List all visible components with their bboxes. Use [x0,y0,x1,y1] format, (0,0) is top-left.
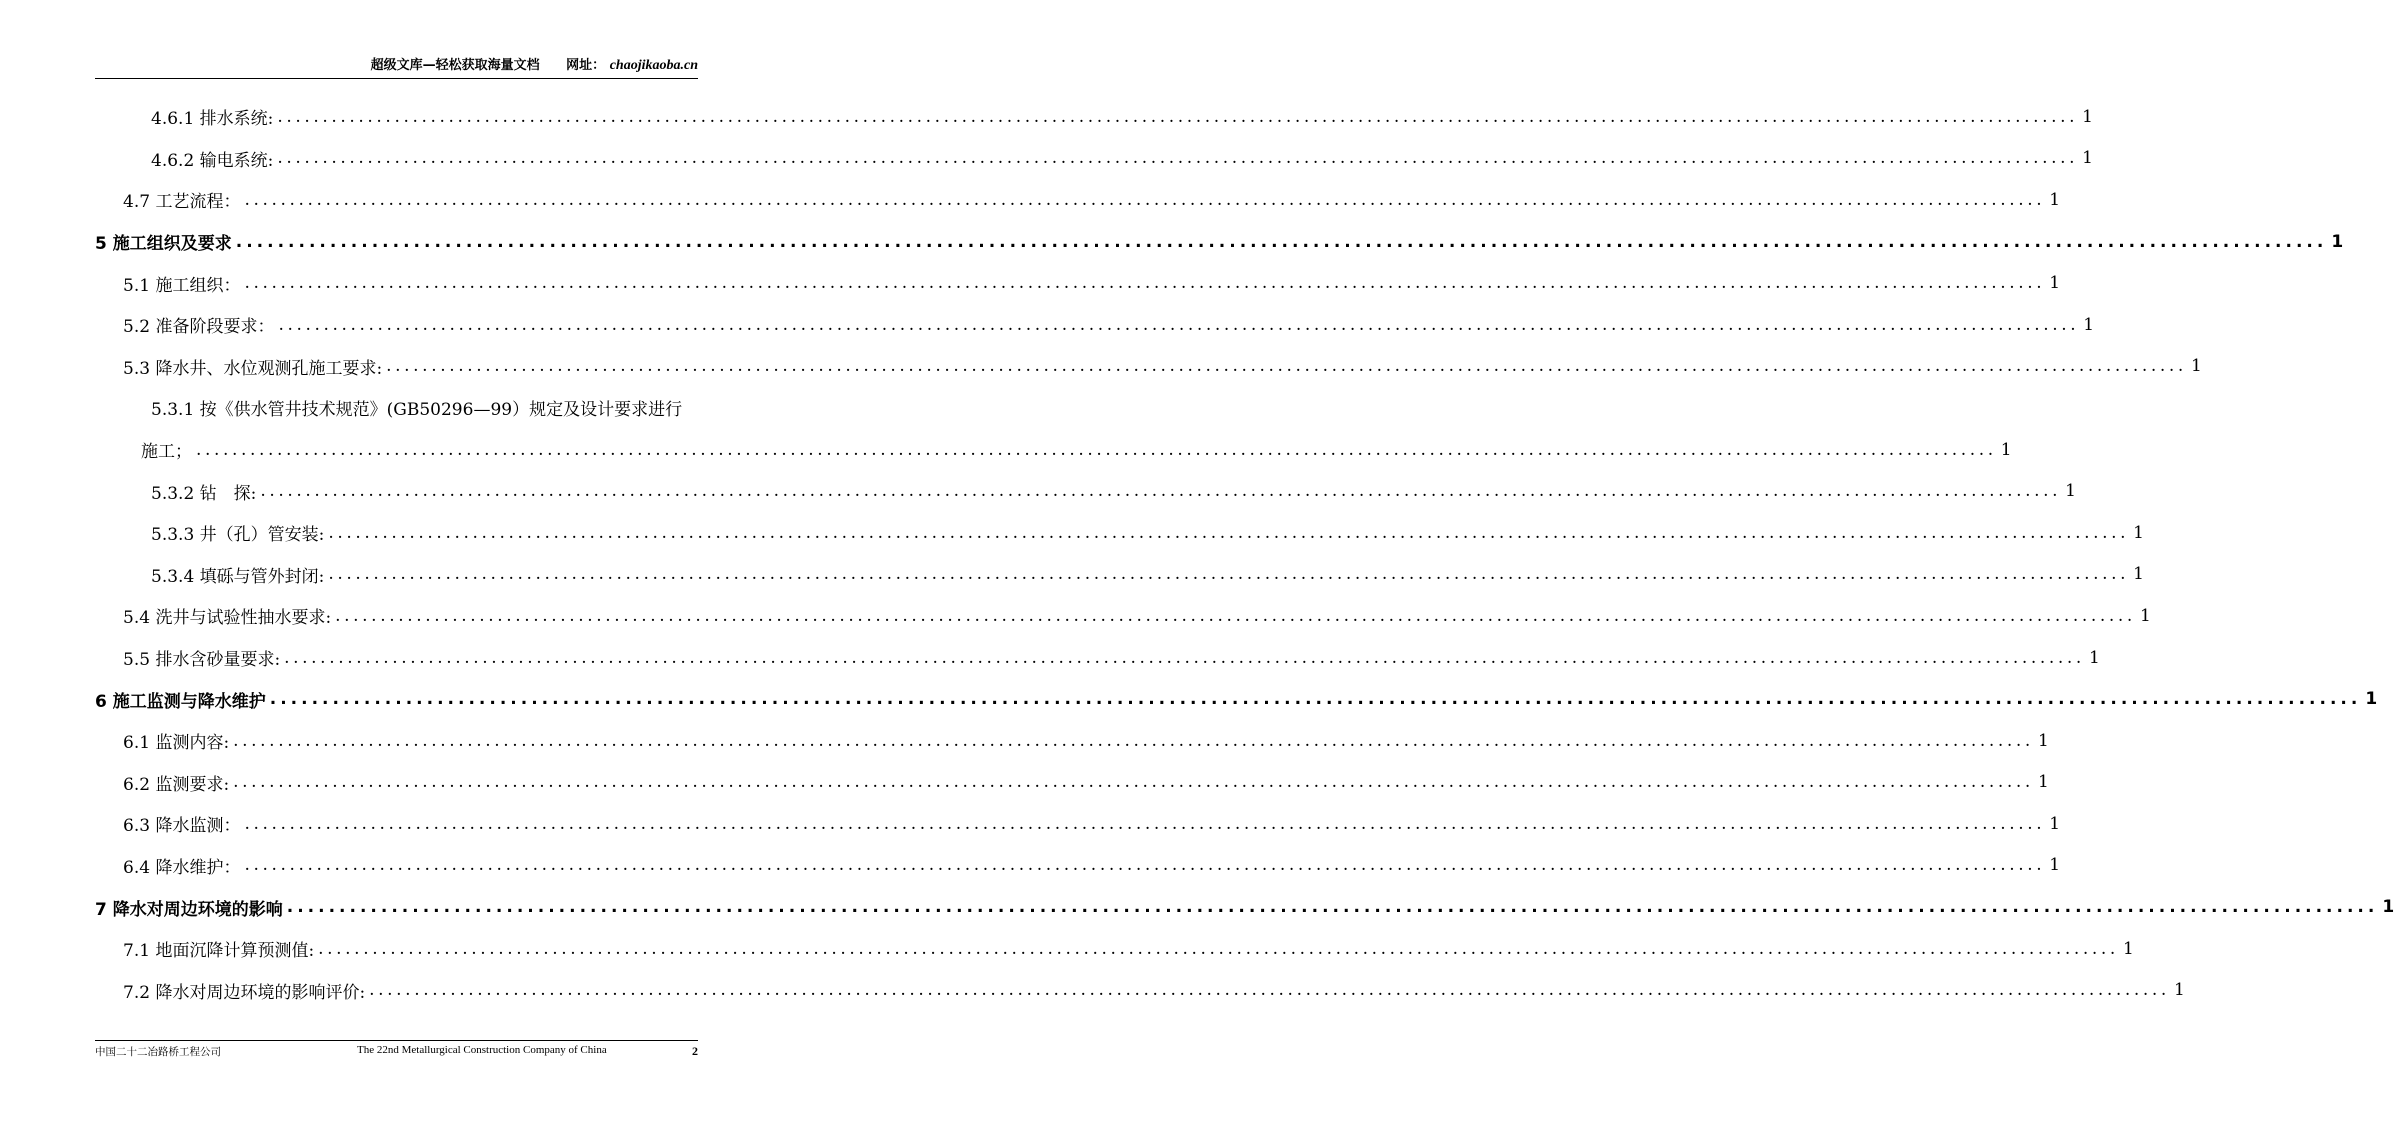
page-header [95,56,698,79]
toc-leader-dots: ........................................................................................................................................................................................................ [335,605,2136,626]
toc-entry-label: 5.1 施工组织： [123,275,241,296]
toc-leader-dots: ........................................................................................................................................................................................................ [260,481,2062,502]
toc-entry-label: 6.1 监测内容: [123,733,230,754]
toc-leader-dots: ........................................................................................................................................................................................................ [369,980,2170,1001]
toc-entry[interactable] [95,179,2061,221]
toc-entry-page: 1 [2139,605,2151,626]
toc-entry[interactable] [95,512,2144,554]
toc-entry-label: 4.7 工艺流程： [123,192,241,213]
toc-entry-label: 5.4 洗井与试验性抽水要求: [123,608,332,629]
toc-leader-dots: ........................................................................................................................................................................................................ [318,938,2119,959]
toc-leader-dots: ........................................................................................................................................................................................................ [244,189,2046,210]
toc-entry-label: 5.3.4 填砾与管外封闭: [151,566,325,587]
toc-entry-page: 1 [2082,106,2093,127]
toc-entry-label: 7.1 地面沉降计算预测值: [123,941,315,962]
toc-entry-page: 1 [2000,439,2012,460]
toc-entry[interactable] [95,845,2061,887]
toc-leader-dots: ........................................................................................................................................................................................................ [328,564,2130,585]
header-url[interactable]: chaojikaoba.cn [609,58,698,73]
toc-entry-label: 6.4 降水维护： [123,857,241,878]
toc-entry-label: 4.6.1 排水系统: [151,109,274,130]
header-site-name: 超级文库—轻松获取海量文档 [370,58,540,73]
footer-page-number: 2 [692,1044,698,1058]
toc-entry-label: 6 施工监测与降水维护 [95,691,266,712]
toc-entry-page: 1 [2133,522,2144,543]
toc-entry-label: 6.3 降水监测： [123,816,241,837]
toc-entry[interactable] [95,387,698,429]
toc-entry[interactable] [95,470,2076,512]
toc-entry[interactable] [95,678,2378,720]
toc-entry-page: 1 [2049,189,2061,210]
toc-entry[interactable] [95,803,2061,845]
toc-leader-dots: ........................................................................................................................................................................................................ [244,855,2046,876]
toc-leader-dots: ........................................................................................................................................................................................................ [277,106,2079,127]
toc-entry-label: 5 施工组织及要求 [95,234,232,255]
toc-entry[interactable] [95,928,2134,970]
toc-entry-label: 5.5 排水含砂量要求: [123,650,281,671]
toc-entry[interactable] [95,969,2185,1011]
toc-entry-label: 5.3 降水井、水位观测孔施工要求: [123,358,383,379]
toc-entry-page: 1 [2133,564,2144,585]
toc-entry-label: 5.3.1 按《供水管井技术规范》(GB50296—99）规定及设计要求进行 [151,400,683,421]
toc-entry-page: 1 [2049,813,2061,834]
toc-entry-label: 7 降水对周边环境的影响 [95,899,283,920]
toc-entry-page: 1 [2083,314,2095,335]
toc-entry-page: 1 [2088,647,2100,668]
toc-leader-dots: ........................................................................................................................................................................................................ [235,231,2328,252]
toc-entry-label: 5.3.2 钻 探: [151,483,257,504]
toc-entry-label: 7.2 降水对周边环境的影响评价: [123,982,366,1003]
toc-entry-page: 1 [2049,273,2061,294]
toc-entry[interactable] [95,138,2093,180]
toc-leader-dots: ........................................................................................................................................................................................................ [284,647,2085,668]
toc-entry-page: 1 [2122,938,2134,959]
toc-leader-dots: ........................................................................................................................................................................................................ [286,897,2379,918]
footer-company-cn: 中国二十二冶路桥工程公司 [95,1046,221,1058]
toc-entry-page: 1 [2049,855,2061,876]
toc-entry-page: 1 [2190,356,2202,377]
header-url-label: 网址： [566,58,606,73]
toc-entry-label: 施工； [141,442,192,463]
footer-company-en: The 22nd Metallurgical Construction Company of China [357,1044,607,1056]
toc-entry[interactable] [95,304,2095,346]
toc-entry-label: 4.6.2 输电系统: [151,150,274,171]
toc-entry[interactable] [95,429,2012,471]
toc-entry-label: 5.3.3 井（孔）管安装: [151,525,325,546]
toc-entry-page: 1 [2082,148,2093,169]
page-footer [95,1040,698,1059]
toc-leader-dots: ........................................................................................................................................................................................................ [244,273,2046,294]
toc-leader-dots: ........................................................................................................................................................................................................ [386,356,2187,377]
toc-entry-label: 6.2 监测要求: [123,774,230,795]
toc-leader-dots: ........................................................................................................................................................................................................ [233,730,2034,751]
toc-leader-dots: ........................................................................................................................................................................................................ [196,439,1997,460]
toc-entry[interactable] [95,637,2100,679]
toc-entry[interactable] [95,96,2093,138]
toc-entry-page: 1 [2173,980,2185,1001]
toc-entry-page: 1 [2382,897,2394,918]
toc-entry[interactable] [95,346,2202,388]
toc-entry-page: 1 [2331,231,2344,252]
table-of-contents [95,96,2394,1011]
toc-entry-page: 1 [2065,481,2076,502]
toc-entry[interactable] [95,886,2394,928]
toc-entry[interactable] [95,595,2151,637]
toc-entry-page: 1 [2037,772,2049,793]
toc-entry[interactable] [95,720,2049,762]
toc-entry-page: 1 [2365,689,2378,710]
toc-leader-dots: ........................................................................................................................................................................................................ [269,689,2362,710]
toc-leader-dots: ........................................................................................................................................................................................................ [328,522,2130,543]
toc-entry[interactable] [95,554,2144,596]
toc-entry[interactable] [95,221,2344,263]
toc-entry-label: 5.2 准备阶段要求： [123,317,275,338]
toc-entry-page: 1 [2037,730,2049,751]
toc-leader-dots: ........................................................................................................................................................................................................ [278,314,2080,335]
toc-leader-dots: ........................................................................................................................................................................................................ [244,813,2046,834]
toc-leader-dots: ........................................................................................................................................................................................................ [277,148,2079,169]
toc-leader-dots: ........................................................................................................................................................................................................ [233,772,2034,793]
toc-entry[interactable] [95,262,2061,304]
toc-entry[interactable] [95,762,2049,804]
